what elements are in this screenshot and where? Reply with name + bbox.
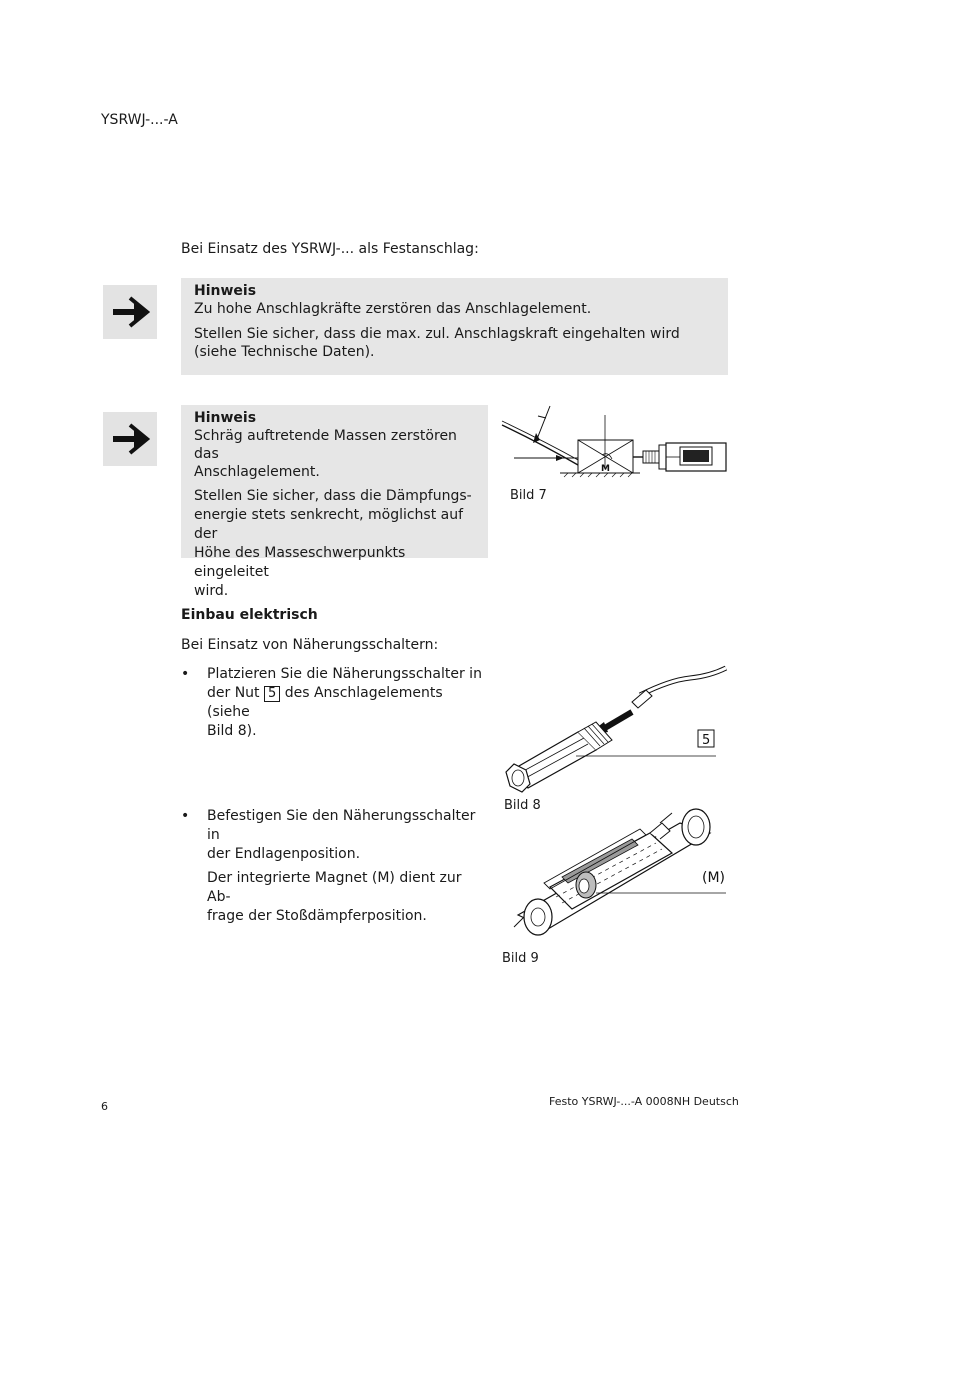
figure-8-illustration: [500, 660, 728, 795]
slot-reference-box: 5: [264, 686, 280, 702]
bullet-subtext: frage der Stoßdämpferposition.: [207, 908, 427, 924]
note-box-1: [181, 278, 728, 375]
note-text: Höhe des Masseschwerpunkts eingeleitet: [194, 545, 406, 580]
bullet-text-line: [207, 684, 487, 722]
figure-7-caption: Bild 7: [510, 488, 547, 503]
figure-7-mass-label: M: [601, 464, 610, 474]
bullet-text: der Nut: [207, 685, 260, 701]
figure-9-illustration: [500, 805, 728, 945]
note-arrow-icon-1: [103, 285, 157, 339]
bullet-marker: •: [181, 666, 190, 682]
note-text: Anschlagelement.: [194, 464, 320, 480]
bullet-subtext: Der integrierte Magnet (M) dient zur Ab-: [207, 870, 462, 905]
page-number: 6: [101, 1100, 108, 1113]
note-text: Schräg auftretende Massen zerstören das: [194, 428, 457, 462]
bullet-text: des Anschlagelements (siehe: [207, 685, 443, 720]
bullet-text: Platzieren Sie die Näherungsschalter in: [207, 666, 482, 682]
section-intro: Bei Einsatz von Näherungsschaltern:: [181, 637, 439, 653]
bullet-text: der Endlagenposition.: [207, 846, 361, 862]
figure-7-illustration: [500, 403, 728, 483]
bullet-text: Bild 8).: [207, 723, 257, 739]
note-title: Hinweis: [194, 283, 257, 299]
bullet-marker: •: [181, 808, 190, 824]
bullet-item-1: [207, 665, 487, 741]
note-text: energie stets senkrecht, möglichst auf der: [194, 507, 464, 542]
figure-8-ref-label: 5: [702, 733, 711, 748]
note-text: Stellen Sie sicher, dass die max. zul. Anschlagskraft eingehalten wird: [194, 326, 680, 342]
intro-text: Bei Einsatz des YSRWJ-... als Festanschlag:: [181, 241, 479, 257]
note-arrow-icon-2: [103, 412, 157, 466]
bullet-item-2: [207, 807, 487, 926]
document-id: YSRWJ-...-A: [101, 112, 178, 128]
note-text: Stellen Sie sicher, dass die Dämpfungs-: [194, 488, 472, 504]
note-box-2: [181, 405, 488, 599]
figure-9-caption: Bild 9: [502, 951, 539, 966]
footer-document-reference: Festo YSRWJ-...-A 0008NH Deutsch: [549, 1095, 739, 1108]
note-text: wird.: [194, 583, 229, 599]
figure-8-caption: Bild 8: [504, 798, 541, 813]
section-title: Einbau elektrisch: [181, 607, 318, 623]
note-text: Zu hohe Anschlagkräfte zerstören das Anschlagelement.: [194, 301, 592, 317]
bullet-text: Befestigen Sie den Näherungsschalter in: [207, 808, 476, 843]
figure-9-ref-label: (M): [702, 870, 726, 886]
note-text: (siehe Technische Daten).: [194, 344, 375, 360]
note-title: Hinweis: [194, 410, 257, 426]
